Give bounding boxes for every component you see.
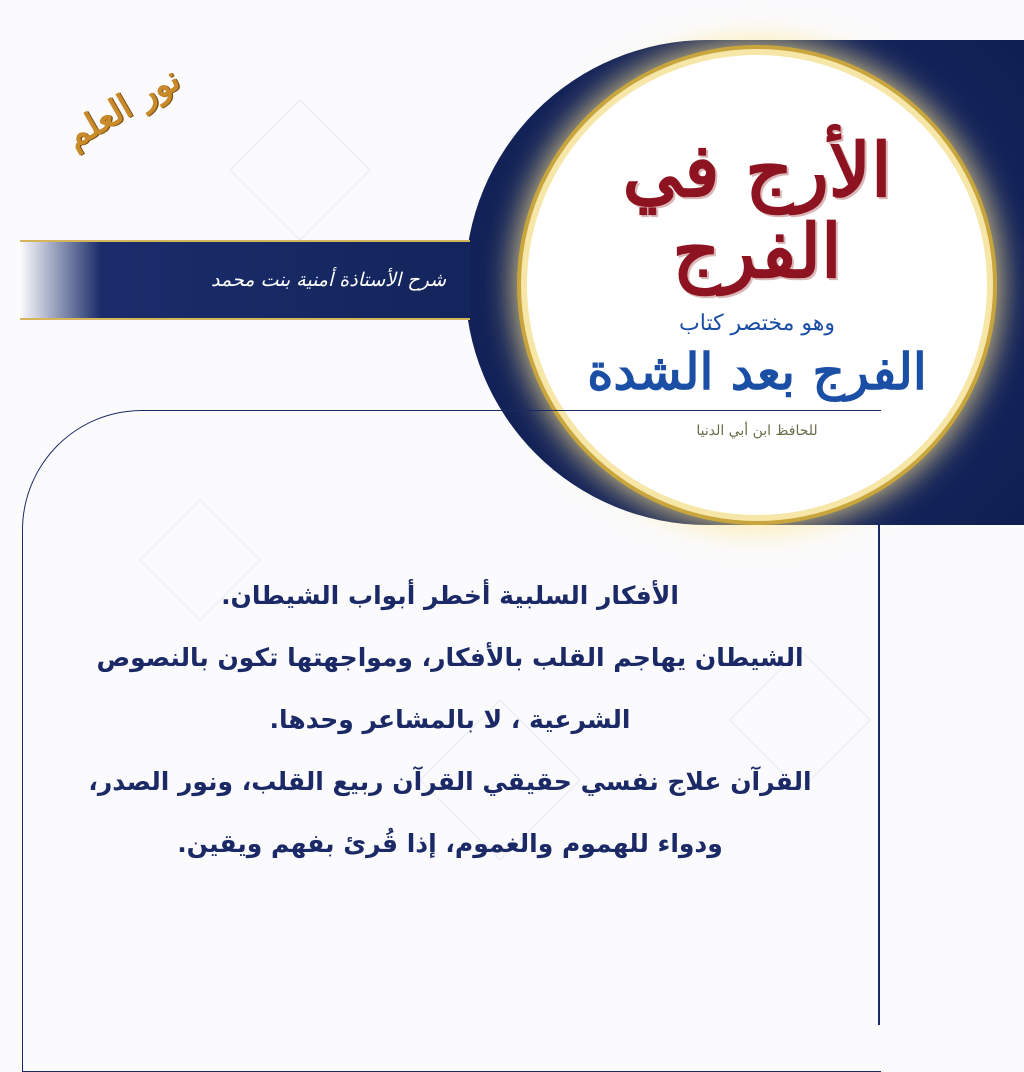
cover-title: الأرج في الفرج (622, 127, 892, 295)
body-line: ودواء للهموم والغموم، إذا قُرئ بفهم ويقين. (177, 829, 723, 858)
body-line: الشرعية ، لا بالمشاعر وحدها. (269, 705, 631, 734)
body-text (40, 565, 860, 875)
logo: نور العلم (58, 58, 187, 157)
cover-book-name: الفرج بعد الشدة (587, 342, 927, 402)
body-line: الأفكار السلبية أخطر أبواب الشيطان. (221, 581, 679, 610)
cover-subtitle: وهو مختصر كتاب (679, 311, 835, 337)
cover-author: للحافظ ابن أبي الدنيا (696, 423, 818, 440)
body-line: الشيطان يهاجم القلب بالأفكار، ومواجهتها تكون بالنصوص (96, 643, 804, 672)
presenter-banner: شرح الأستاذة أمنية بنت محمد (20, 240, 470, 320)
card-border (878, 525, 880, 1025)
body-line: القرآن علاج نفسي حقيقي القرآن ربيع القلب، ونور الصدر، (88, 767, 812, 796)
